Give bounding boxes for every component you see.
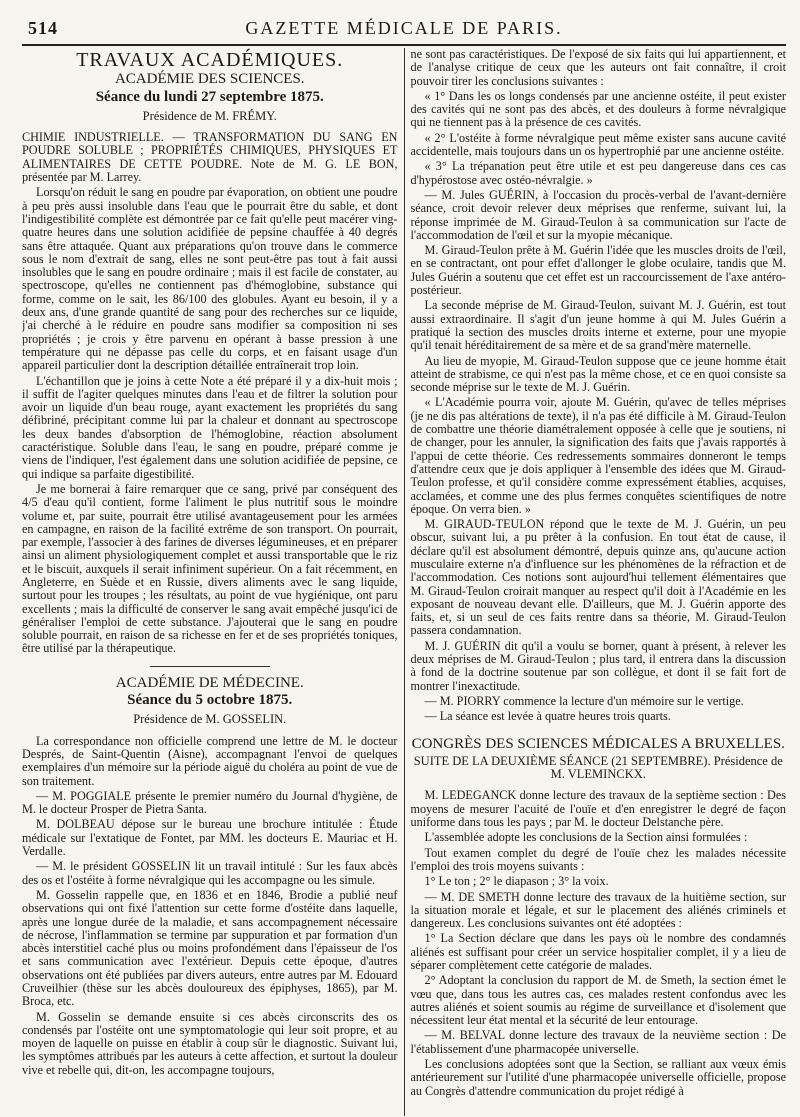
paragraph: M. Gosselin se demande ensuite si ces abcès circonscrits des os condensés par l'ostéite ont une symptomatologie qui leur soit propre, et au moyen de laquelle on puisse en établir à coup sûr le diagnostic. Suivant lui, les symptômes attribués par les auteurs à cette affection, et surtout la douleur vive et rebelle qui, dit-on, les accompagne toujours, <box>22 1009 398 1077</box>
paragraph: M. LEDEGANCK donne lecture des travaux de la septième section : Des moyens de mesurer l'acuité de l'ouïe et d'en enregistrer le degré de façon uniforme dans tous les pays ; par M. le docteur Delstanche père. <box>410 788 786 830</box>
academy-medecine-heading: ACADÉMIE DE MÉDECINE. <box>115 674 304 691</box>
paragraph: — M. DE SMETH donne lecture des travaux de la huitième section, sur la situation morale et légale, et sur le placement des aliénés criminels et dangereux. Les conclusions suivantes ont été adoptées : <box>410 889 786 931</box>
seance-heading: Séance du 5 octobre 1875. <box>127 692 293 709</box>
paragraph: L'échantillon que je joins à cette Note a été préparé il y a dix-huit mois ; il suffit de l'agiter quelques minutes dans l'eau et de filtrer la solution pour avoir un liquide d'un beau rouge, ayant exactement les propriétés du sang défibriné, précipitant comme lui par la chaleur et donnant au spectroscope les deux bandes d'absorption de l'hémoglobine, réaction absolument caractéristique. Soluble dans l'eau, le sang en poudre, préparé comme je viens de l'indiquer, l'est également dans une solution acidifiée de pepsine, ce qui indique sa parfaite digestibilité. <box>22 373 398 481</box>
paragraph: M. Gosselin rappelle que, en 1836 et en 1846, Brodie a publié neuf observations qui ont fixé l'attention sur cette forme d'ostéite dans laquelle, après une longue durée de la maladie, et sans accompagnement nécessaire de nécrose, l'inflammation se termine par suppuration et par formation d'un abcès interstitiel caché plus ou moins profondément dans l'épaisseur de l'os et sans communication avec l'extérieur. Depuis cette époque, d'autres observations ont été publiées par divers auteurs, entre autres par M. Edouard Cruveilhier (thèse sur les abcès douloureux des épiphyses, 1865), par M. Broca, etc. <box>22 887 398 1009</box>
paragraph: 2° Adoptant la conclusion du rapport de M. de Smeth, la section émet le vœu que, dans tous les autres cas, ces malades restent confondus avec les autres aliénés et soient soumis au régime de surveillance et d'isolement que nécessitent leur état mental et la sécurité de leur entourage. <box>410 973 786 1028</box>
paragraph: M. GIRAUD-TEULON répond que le texte de M. J. Guérin, un peu obscur, suivant lui, a pu prêter à la confusion. En tout état de cause, il déclare qu'il est absolument démontré, depuis quinze ans, qu'aucune action musculaire externe n'a d'influence sur les phénomènes de la réfraction et de l'accommodation. Ces notions sont aujourd'hui tellement élémentaires que M. Giraud-Teulon croirait manquer au respect qu'il doit à l'Académie en les exposant de nouveau devant elle. D'ailleurs, que M. J. Guérin apporte des faits, et, si un seul de ces faits rentre dans sa théorie, M. Giraud-Teulon passera condamnation. <box>410 517 786 638</box>
congress-heading: CONGRÈS DES SCIENCES MÉDICALES A BRUXELLES. <box>411 735 785 752</box>
journal-title: GAZETTE MÉDICALE DE PARIS. <box>245 18 563 38</box>
running-head <box>22 14 786 46</box>
paragraph: « 3° La trépanation peut être utile et est peu dangereuse dans ces cas d'hypérostose avec ostéo-névralgie. » <box>410 159 786 187</box>
paragraph: — M. Jules GUÉRIN, à l'occasion du procès-verbal de l'avant-dernière séance, croit devoir relever deux méprises que renferme, suivant lui, la réponse imprimée de M. Giraud-Teulon à sa communication sur l'acte de l'accommodation de l'œil et sur la myopie mécanique. <box>410 187 786 242</box>
academy-sciences-heading: ACADÉMIE DES SCIENCES. <box>114 71 305 88</box>
paragraph: Je me bornerai à faire remarquer que ce sang, privé par conséquent des 4/5 d'eau qu'il contient, forme l'aliment le plus nutritif sous le moindre volume et, par suite, pourrait être utilisé avantageusement pour les armées en campagne, en raison de la facilité extrême de son transport. On pourrait, par exemple, l'associer à des farines de diverses légumineuses, et en préparer ainsi un aliment physiologiquement complet et aussi transportable que le riz et le biscuit, auxquels il serait infiniment supérieur. On a fait récemment, en Angleterre, en Suède et en Russie, divers aliments avec le sang liquide, surtout pour les troupes ; les résultats, au point de vue hygiénique, ont paru excellents ; mais la difficulté de conserver le sang avait empêché jusqu'ici de généraliser l'emploi de cette substance. J'ajouterai que le sang en poudre soluble pourrait, en raison de sa richesse en fer et de ses propriétés toniques, être utilisé par la thérapeutique. <box>22 481 398 656</box>
paragraph: ne sont pas caractéristiques. De l'exposé de six faits qui lui appartiennent, et de l'analyse critique de ceux que les auteurs ont fait connaître, il croit pouvoir tirer les conclusions suivantes : <box>410 48 786 88</box>
congress-subheading: SUITE DE LA DEUXIÈME SÉANCE (21 SEPTEMBRE). Présidence de M. VLEMINCKX. <box>413 753 783 782</box>
page-number: 514 <box>28 18 58 38</box>
paragraph: La seconde méprise de M. Giraud-Teulon, suivant M. J. Guérin, est tout aussi extraordinaire. Il s'agit d'un jeune homme à qui M. Jules Guérin a pratiqué la section des muscles droits interne et externe, pour une myopie qu'il tenait héréditairement de sa mère et de sa grand'mère maternelle. <box>410 298 786 353</box>
paragraph: — M. le président GOSSELIN lit un travail intitulé : Sur les faux abcès des os et l'ostéite à forme névralgique qui les accompagne ou les simule. <box>22 859 398 887</box>
paragraph: « L'Académie pourra voir, ajoute M. Guérin, qu'avec de telles méprises (je ne dis pas altérations de texte), il n'a pas été difficile à M. Giraud-Teulon de combattre une théorie diamétralement opposée à celle que je soutiens, ni de changer, pour les annuler, la signification des faits que j'avais rapportés à l'appui de cette théorie. Ces redressements sommaires donneront le temps d'attendre ceux que je dois appliquer à l'ensemble des idées que M. Giraud-Teulon professe, et qu'il considère comme expressément établies, acquises, acclamées, et comme une des plus fermes conquêtes scientifiques de notre époque. On verra bien. » <box>410 395 786 516</box>
paragraph: Au lieu de myopie, M. Giraud-Teulon suppose que ce jeune homme était atteint de strabisme, ce qui n'est pas la même chose, et ce en quoi consiste sa seconde méprise sur le texte de M. J. Guérin. <box>410 353 786 395</box>
left-column <box>22 48 404 1116</box>
presidence-line: Présidence de M. GOSSELIN. <box>133 712 287 727</box>
right-column <box>404 48 787 1116</box>
paragraph: 1° La Section déclare que dans les pays où le nombre des condamnés aliénés est suffisant pour créer un service hospitalier complet, il y a lieu de séparer complètement cette catégorie de malades. <box>410 931 786 972</box>
columns <box>22 48 786 1116</box>
paragraph: — M. PIORRY commence la lecture d'un mémoire sur le vertige. <box>424 693 744 708</box>
presidence-line: Présidence de M. FRÉMY. <box>142 108 277 123</box>
paragraph: — La séance est levée à quatre heures trois quarts. <box>424 709 671 724</box>
article-heading: CHIMIE INDUSTRIELLE. — TRANSFORMATION DU SANG EN POUDRE SOLUBLE ; PROPRIÉTÉS CHIMIQUES, PHYSIQUES ET ALIMENTAIRES DE CETTE POUDRE. Note de M. G. LE BON, présentée par M. Larrey. <box>22 130 398 185</box>
paragraph: — M. POGGIALE présente le premier numéro du Journal d'hygiène, de M. le docteur Prosper de Pietra Santa. <box>22 788 398 817</box>
section-divider <box>150 666 270 667</box>
paragraph: « 2° L'ostéite à forme névralgique peut même exister sans aucune cavité accidentelle, mais toujours dans un os hypertrophié par une ancienne ostéite. <box>410 130 786 159</box>
paragraph: L'assemblée adopte les conclusions de la Section ainsi formulées : <box>424 830 748 845</box>
paragraph: M. DOLBEAU dépose sur le bureau une brochure intitulée : Étude médicale sur l'extatique de Fontet, par MM. les docteurs E. Mauriac et H. Verdalle. <box>22 817 398 859</box>
paragraph: « 1° Dans les os longs condensés par une ancienne ostéite, il peut exister des cavités qui ne sont pas des abcès, et des douleurs à forme névralgique qui ne tiennent pas à la présence de ces cavités. <box>410 88 786 130</box>
seance-heading: Séance du lundi 27 septembre 1875. <box>95 88 324 105</box>
paragraph: M. Giraud-Teulon prête à M. Guérin l'idée que les muscles droits de l'œil, en se contractant, ont pour effet d'allonger le globe oculaire, tandis que M. Jules Guérin a soutenu que cet effet est un raccourcissement de l'axe antéro-postérieur. <box>410 243 786 298</box>
paragraph: La correspondance non officielle comprend une lettre de M. le docteur Després, de Saint-Quentin (Aisne), accompagnant l'envoi de quelques exemplaires d'un mémoire sur la période aiguë du choléra au point de vue de son traitement. <box>22 733 398 788</box>
paragraph: 1° Le ton ; 2° le diapason ; 3° la voix. <box>424 874 609 889</box>
paragraph: — M. BELVAL donne lecture des travaux de la neuvième section : De l'établissement d'une pharmacopée universelle. <box>410 1028 786 1056</box>
paragraph: Lorsqu'on réduit le sang en poudre par évaporation, on obtient une poudre à peu près aussi insoluble dans l'eau que le pourrait être du sable, et dont l'indigestibilité complète est démontrée par ce fait qu'elle peut macérer ving-quatre heures dans une solution acidifiée de pepsine chauffée à 40 degrés sans être attaquée. Quant aux préparations qu'on trouve dans le commerce sous le nom d'extrait de sang, elles ne sont peut-être pas tout à fait aussi insolubles que le sang en poudre ordinaire ; mais il est facile de constater, au spectroscope, qu'elles ne contiennent pas d'hémoglobine, substance qui forme, comme on le sait, les 86/100 des globules. Ayant eu besoin, il y a deux ans, d'une grande quantité de sang pour des recherches sur ce liquide, j'ai cherché à le réduire en poudre sans modifier sa composition ni ses propriétés ; je crois y être parvenu en opérant à basse pression à une température qui ne dépasse pas celle du corps, et en faisant usage d'un appareil particulier dont la description détaillée entraînerait trop loin. <box>22 185 398 373</box>
section-title: TRAVAUX ACADÉMIQUES. <box>76 49 344 71</box>
paragraph: Tout examen complet du degré de l'ouïe chez les malades nécessite l'emploi des trois moyens suivants : <box>410 845 786 873</box>
paragraph: Les conclusions adoptées sont que la Section, se ralliant aux vœux émis antérieurement sur l'utilité d'une pharmacopée universelle officielle, propose au Congrès d'attendre communication du projet rédigé à <box>410 1057 786 1098</box>
paragraph: M. J. GUÉRIN dit qu'il a voulu se borner, quant à présent, à relever les deux méprises de M. Giraud-Teulon ; plus tard, il entrera dans la discussion à fond de la doctrine soutenue par son collègue, et dont il se fait fort de montrer l'inexactitude. <box>410 638 786 693</box>
